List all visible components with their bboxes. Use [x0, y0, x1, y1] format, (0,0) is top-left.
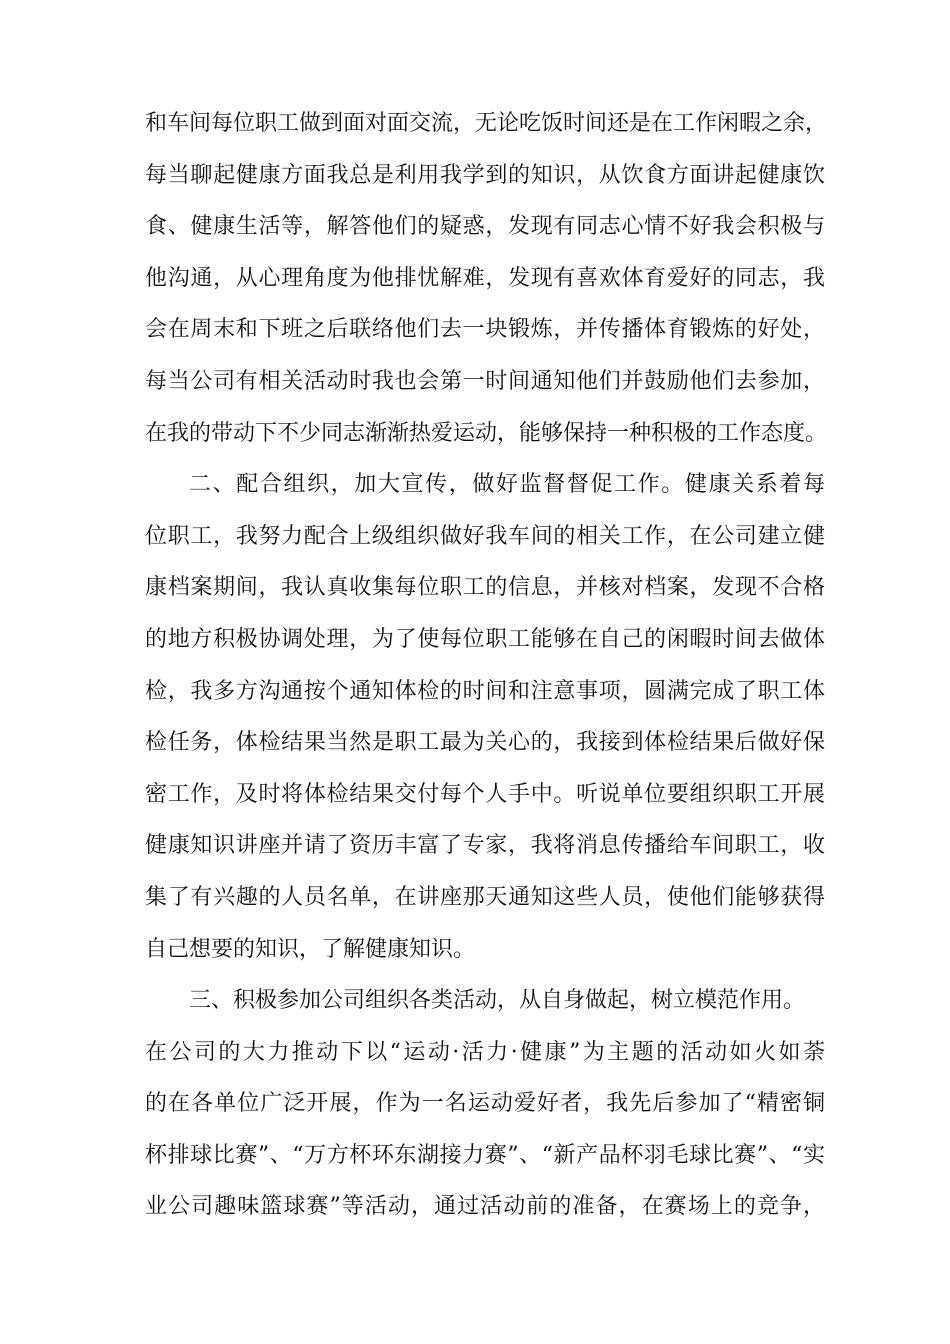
text-line: 食、健康生活等，解答他们的疑惑，发现有同志心情不好我会积极与	[145, 214, 825, 240]
text-line: 检任务，体检结果当然是职工最为关心的，我接到体检结果后做好保	[145, 730, 825, 756]
section-heading-line: 三、积极参加公司组织各类活动，从自身做起，树立模范作用。	[189, 988, 806, 1014]
text-line: 位职工，我努力配合上级组织做好我车间的相关工作，在公司建立健	[145, 523, 825, 549]
text-line: 的在各单位广泛开展，作为一名运动爱好者，我先后参加了“精密铜	[145, 1091, 825, 1117]
text-line: 杯排球比赛”、“万方杯环东湖接力赛”、“新产品杯羽毛球比赛”、“实	[145, 1142, 825, 1168]
section-heading-line: 二、配合组织，加大宣传，做好监督督促工作。健康关系着每	[189, 472, 825, 498]
text-line: 和车间每位职工做到面对面交流，无论吃饭时间还是在工作闲暇之余，	[145, 111, 828, 136]
text-line: 业公司趣味篮球赛”等活动，通过活动前的准备，在赛场上的竞争，	[145, 1194, 825, 1220]
body-text	[145, 98, 828, 1233]
text-line: 的地方积极协调处理，为了使每位职工能够在自己的闲暇时间去做体	[145, 626, 825, 652]
text-line: 自己想要的知识，了解健康知识。	[145, 936, 476, 962]
text-line: 会在周末和下班之后联络他们去一块锻炼，并传播体育锻炼的好处，	[145, 317, 825, 343]
text-line: 康档案期间，我认真收集每位职工的信息，并核对档案，发现不合格	[145, 575, 825, 601]
text-line: 密工作，及时将体检结果交付每个人手中。听说单位要组织职工开展	[145, 781, 825, 807]
text-line: 每当公司有相关活动时我也会第一时间通知他们并鼓励他们去参加，	[145, 368, 825, 394]
text-line: 他沟通，从心理角度为他排忧解难，发现有喜欢体育爱好的同志，我	[145, 265, 825, 291]
text-line: 在公司的大力推动下以“运动·活力·健康”为主题的活动如火如荼	[145, 1039, 825, 1065]
text-line: 健康知识讲座并请了资历丰富了专家，我将消息传播给车间职工，收	[145, 833, 825, 859]
text-line: 检，我多方沟通按个通知体检的时间和注意事项，圆满完成了职工体	[145, 678, 825, 704]
text-line: 集了有兴趣的人员名单，在讲座那天通知这些人员，使他们能够获得	[145, 884, 825, 910]
text-line: 每当聊起健康方面我总是利用我学到的知识，从饮食方面讲起健康饮	[145, 162, 825, 188]
text-line: 在我的带动下不少同志渐渐热爱运动，能够保持一种积极的工作态度。	[145, 420, 828, 446]
